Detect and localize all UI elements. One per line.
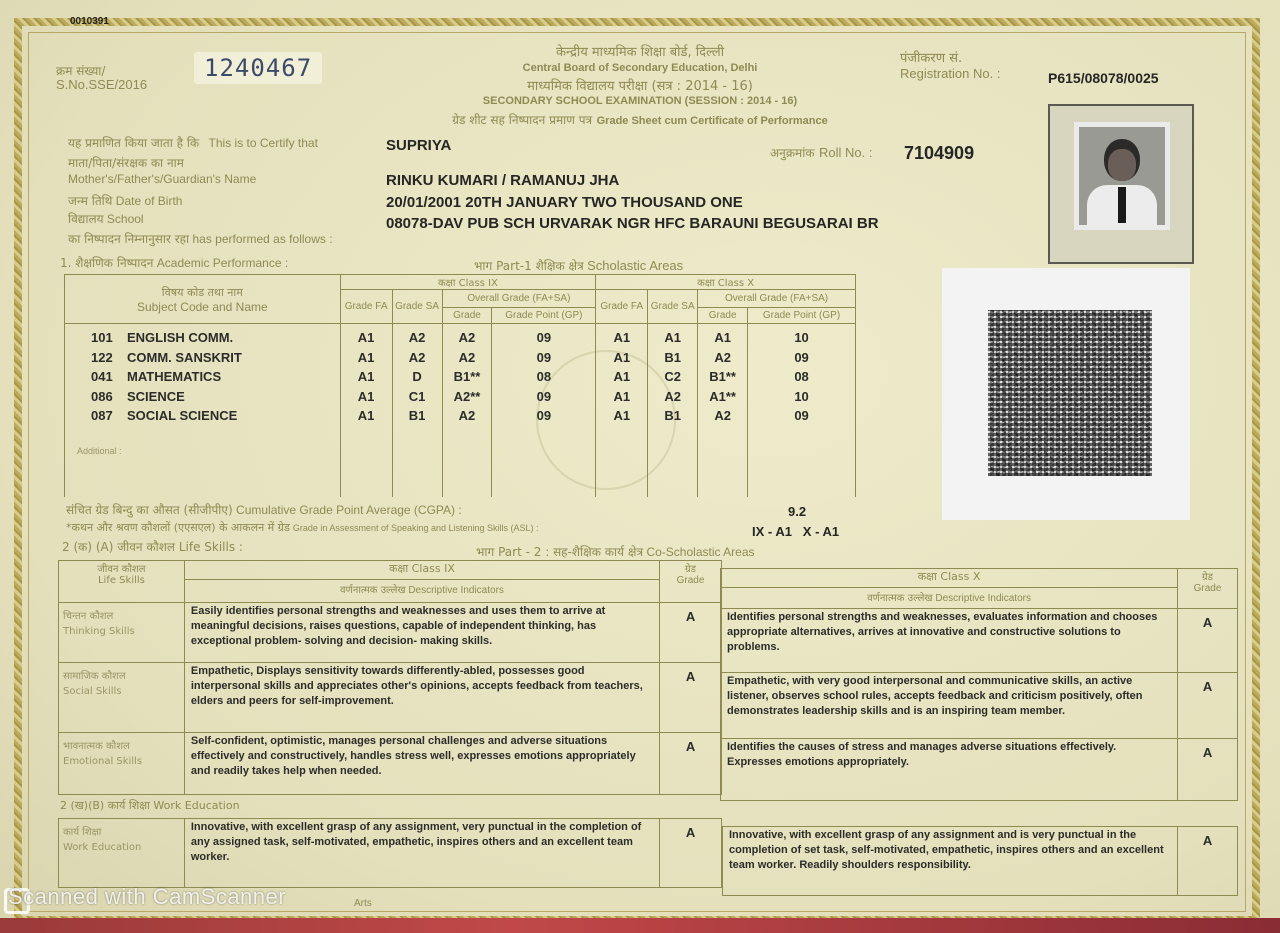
school-label-hi: विद्यालय bbox=[68, 212, 104, 226]
emotional-skills-row: भावनात्मक कौशल Emotional Skills Self-confident, optimistic, manages personal challenges and adverse situations effectively and constructively, handles stress well, expresses emotions appropriately and readily takes help when needed. A bbox=[59, 733, 722, 795]
exam-name-hi: माध्यमिक विद्यालय परीक्षा (सत्र : 2014 - 16) bbox=[527, 79, 753, 94]
life-skills-x-table bbox=[720, 568, 1238, 801]
x-gp-column: 10 09 08 10 09 bbox=[748, 324, 856, 498]
school-label bbox=[68, 210, 144, 227]
subject-row: 086 SCIENCE bbox=[91, 388, 185, 404]
life-skills-ix-table bbox=[58, 560, 722, 795]
serial-number: 1240467 bbox=[194, 52, 322, 84]
subject-row: 101 ENGLISH COMM. bbox=[91, 330, 234, 345]
ix-grade-sa-header: Grade SA bbox=[392, 290, 442, 324]
work-education-x-row: Innovative, with excellent grasp of any assignment and is very punctual in the completion of set task, self-motivated, empathetic, inspires others and an excellent team worker. Readily shoulders responsibility. A bbox=[723, 827, 1238, 896]
cert-title bbox=[380, 111, 900, 129]
date-of-birth: 20/01/2001 20TH JANUARY TWO THOUSAND ONE bbox=[386, 194, 743, 211]
dob-label-en: Date of Birth bbox=[115, 194, 183, 208]
ix-grade-fa-header: Grade FA bbox=[340, 290, 392, 324]
work-education-x-table bbox=[722, 826, 1238, 896]
academic-heading bbox=[60, 254, 288, 271]
performed-label-hi: का निष्पादन निम्नानुसार रहा bbox=[68, 232, 190, 246]
exam-name-en: SECONDARY SCHOOL EXAMINATION (SESSION : 2014 - 16) bbox=[482, 95, 798, 107]
parents-label-en: Mother's/Father's/Guardian's Name bbox=[68, 172, 257, 186]
board-name-hi: केन्द्रीय माध्यमिक शिक्षा बोर्ड, दिल्ली bbox=[555, 45, 725, 60]
roll-label-en: Roll No. : bbox=[819, 145, 873, 160]
ix-fa-column: A1 A1 A1 A1 A1 bbox=[340, 324, 392, 498]
ix-gp-header: Grade Point (GP) bbox=[492, 308, 596, 324]
thinking-skills-row: चिन्तन कौशल Thinking Skills Easily identifies personal strengths and weaknesses and uses them to arrive at meaningful decisions, raises questions, capable of independent thinking, has exceptional problem- solving and decision- making skills. A bbox=[59, 603, 722, 663]
part2-heading-en: Co-Scholastic Areas bbox=[646, 545, 755, 559]
x-gp-header: Grade Point (GP) bbox=[748, 308, 856, 324]
dob-label-hi: जन्म तिथि bbox=[68, 194, 113, 208]
subjects-column bbox=[65, 324, 341, 498]
academic-table bbox=[64, 274, 856, 497]
registration-number: P615/08078/0025 bbox=[1048, 70, 1159, 86]
cgpa-value: 9.2 bbox=[788, 504, 807, 519]
scanner-watermark: Scanned with CamScanner bbox=[8, 884, 287, 909]
x-grade-fa-header: Grade FA bbox=[596, 290, 648, 324]
cgpa-label-en: Cumulative Grade Point Average (CGPA) : bbox=[236, 503, 462, 517]
ix-grade-header-co: ग्रेड Grade bbox=[660, 561, 722, 603]
doc-code: 0010391 bbox=[70, 16, 109, 27]
part2-heading-hi: भाग Part - 2 : सह-शैक्षिक कार्य क्षेत्र bbox=[476, 545, 644, 559]
ix-overall-header: Overall Grade (FA+SA) bbox=[442, 290, 596, 308]
school-label-en: School bbox=[106, 212, 144, 226]
subject-row: 041 MATHEMATICS bbox=[91, 369, 222, 385]
bottom-edge-strip bbox=[0, 918, 1280, 933]
cgpa-label bbox=[66, 501, 462, 518]
school-name: 08078-DAV PUB SCH URVARAK NGR HFC BARAUNI BEGUSARAI BR bbox=[386, 215, 879, 232]
asl-label-hi: *कथन और श्रवण कौशलों (एएसएल) के आकलन में ग्रेड bbox=[66, 521, 290, 534]
qr-code-icon bbox=[988, 310, 1152, 476]
roll-label-hi: अनुक्रमांक bbox=[770, 146, 815, 160]
x-sa-column: A1 B1 C2 A2 B1 bbox=[648, 324, 698, 498]
qr-panel bbox=[942, 268, 1190, 520]
cert-title-en: Grade Sheet cum Certificate of Performance bbox=[596, 115, 828, 127]
student-photo-icon bbox=[1074, 122, 1170, 230]
roll-number: 7104909 bbox=[904, 143, 975, 163]
life-skills-col-header: जीवन कौशल Life Skills bbox=[59, 561, 185, 603]
academic-heading-hi: 1. शैक्षणिक निष्पादन bbox=[60, 256, 154, 270]
x-fa-column: A1 A1 A1 A1 A1 bbox=[596, 324, 648, 498]
asl-label-en: Grade in Assessment of Speaking and Listening Skills (ASL) : bbox=[292, 523, 539, 533]
part1-heading-hi: भाग Part-1 शैक्षिक क्षेत्र bbox=[474, 259, 584, 273]
performed-label bbox=[68, 230, 333, 247]
student-name: SUPRIYA bbox=[386, 137, 452, 154]
part1-heading-en: Scholastic Areas bbox=[587, 258, 684, 273]
cgpa-label-hi: संचित ग्रेड बिन्दु का औसत (सीजीपीए) bbox=[66, 503, 233, 517]
class-x-header: कक्षा Class X bbox=[596, 275, 856, 290]
subject-row: 087 SOCIAL SCIENCE bbox=[91, 408, 238, 424]
certify-label bbox=[68, 134, 318, 151]
ix-gp-column: 09 09 08 09 09 bbox=[492, 324, 596, 498]
asl-label bbox=[66, 520, 539, 535]
registration-label-hi: पंजीकरण सं. bbox=[900, 51, 963, 66]
cert-title-hi: ग्रेड शीट सह निष्पादन प्रमाण पत्र bbox=[452, 113, 593, 127]
work-education-row: कार्य शिक्षा Work Education Innovative, with excellent grasp of any assignment, very punctual in the completion of any assigned task, self-motivated, empathetic, inspires others and an excellent team worker. A bbox=[59, 819, 722, 888]
subject-col-header-hi: विषय कोड तथा नाम bbox=[161, 285, 243, 299]
ix-grade-header: Grade bbox=[442, 308, 492, 324]
performed-label-en: has performed as follows : bbox=[192, 232, 333, 246]
subject-col-header bbox=[65, 275, 341, 324]
class-ix-header: कक्षा Class IX bbox=[340, 275, 596, 290]
roll-label bbox=[770, 144, 872, 162]
serial-label-hi: क्रम संख्या/ bbox=[56, 64, 106, 78]
x-grade-column: A1 A2 B1** A1** A2 bbox=[698, 324, 748, 498]
photo-frame bbox=[1048, 104, 1194, 264]
work-education-ix-table bbox=[58, 818, 722, 888]
next-section-fragment: Arts bbox=[354, 898, 372, 909]
parents-name: RINKU KUMARI / RAMANUJ JHA bbox=[386, 172, 620, 189]
dob-label bbox=[68, 192, 182, 209]
x-grade-header: Grade bbox=[698, 308, 748, 324]
x-desc-header: कक्षा Class X वर्णनात्मक उल्लेख Descriptive Indicators bbox=[721, 569, 1178, 609]
x-overall-header: Overall Grade (FA+SA) bbox=[698, 290, 856, 308]
board-name-en: Central Board of Secondary Education, Delhi bbox=[522, 62, 758, 74]
x-grade-sa-header: Grade SA bbox=[648, 290, 698, 324]
asl-value: IX - A1 X - A1 bbox=[752, 524, 840, 539]
registration-label-en: Registration No. : bbox=[900, 66, 1001, 81]
x-grade-header-co: ग्रेड Grade bbox=[1178, 569, 1238, 609]
part1-heading bbox=[474, 257, 683, 274]
certify-label-en: This is to Certify that bbox=[208, 136, 318, 150]
emotional-skills-x-row: Identifies the causes of stress and manages adverse situations effectively. Expresses emotions appropriately. A bbox=[721, 739, 1238, 801]
parents-label-hi: माता/पिता/संरक्षक का नाम bbox=[68, 156, 184, 170]
ix-sa-column: A2 A2 D C1 B1 bbox=[392, 324, 442, 498]
academic-heading-en: Academic Performance : bbox=[156, 256, 289, 270]
social-skills-x-row: Empathetic, with very good interpersonal and communicative skills, an active listener, observes school rules, accepts feedback and criticism positively, often demonstrates leadership skills and is an inspiring team member. A bbox=[721, 673, 1238, 739]
ix-desc-header: कक्षा Class IX वर्णनात्मक उल्लेख Descriptive Indicators bbox=[184, 561, 659, 603]
additional-label: Additional : bbox=[77, 445, 122, 456]
ix-grade-column: A2 A2 B1** A2** A2 bbox=[442, 324, 492, 498]
social-skills-row: सामाजिक कौशल Social Skills Empathetic, Displays sensitivity towards differently-abled, possesses good interpersonal skills and appreciates other's opinions, accepts feedback from teachers, elders and peers for self-improvement. A bbox=[59, 663, 722, 733]
part2-heading bbox=[476, 543, 755, 560]
life-skills-heading: 2 (क) (A) जीवन कौशल Life Skills : bbox=[62, 540, 243, 554]
work-education-heading: 2 (ख)(B) कार्य शिक्षा Work Education bbox=[60, 799, 240, 812]
subject-col-header-en: Subject Code and Name bbox=[136, 299, 268, 314]
thinking-skills-x-row: Identifies personal strengths and weaknesses, evaluates information and chooses appropriate alternatives, arrives at innovative and constructive solutions to problems. A bbox=[721, 609, 1238, 673]
serial-label-en: S.No.SSE/2016 bbox=[56, 77, 148, 92]
subject-row: 122 COMM. SANSKRIT bbox=[91, 349, 242, 365]
certify-label-hi: यह प्रमाणित किया जाता है कि bbox=[68, 136, 200, 150]
